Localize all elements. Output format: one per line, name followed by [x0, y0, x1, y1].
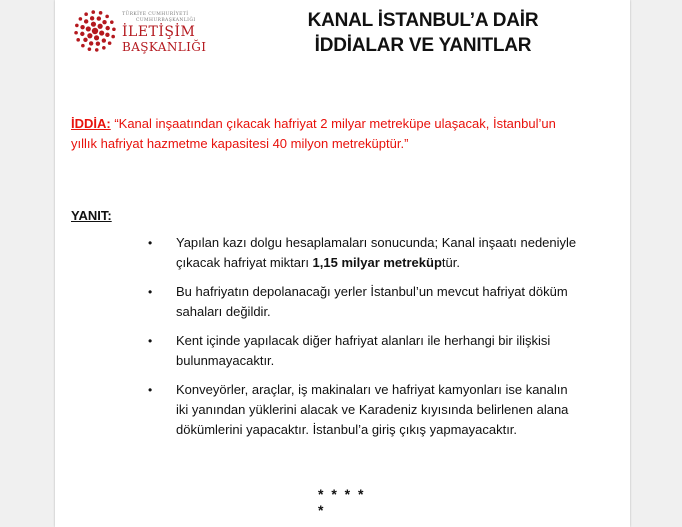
rosette-dot [92, 28, 98, 34]
list-item [148, 233, 578, 273]
claim-label: İDDİA: [71, 116, 111, 131]
rosette-dot [105, 33, 109, 37]
rosette-dot [105, 26, 109, 30]
rosette-dot [105, 15, 109, 19]
viewer-left-margin [0, 0, 55, 527]
claim-text: “Kanal inşaatından çıkacak hafriyat 2 milyar metreküpe ulaşacak, İstanbul’un yıllık hafriyat hazmetme kapasitesi 40 milyon metreküptür.” [71, 116, 556, 151]
bullet-text: Kent içinde yapılacak diğer hafriyat alanları ile herhangi bir ilişkisi bulunmayacaktır. [176, 333, 551, 368]
rosette-dot [98, 24, 103, 29]
rosette-dot [75, 24, 79, 28]
bullet-text-bold: 1,15 milyar metreküp [312, 255, 442, 270]
rosette-dot [76, 38, 80, 42]
rosette-dot [96, 41, 100, 45]
list-item [148, 331, 578, 371]
bullet-text-before: Yapılan kazı dolgu hesaplamaları sonucunda; Kanal inşaatı nedeniyle çıkacak hafriyat miktarı [176, 235, 577, 270]
rosette-dot [111, 35, 115, 39]
logo-name-line-2: BAŞKANLIĞI [122, 40, 207, 54]
rosette-dot [102, 38, 106, 42]
title-line-1: KANAL İSTANBUL’A DAİR [307, 10, 539, 31]
bullet-icon: • [148, 285, 153, 299]
rosette-dot [83, 38, 87, 42]
rosette-emblem-icon [72, 8, 118, 54]
rosette-dot [94, 35, 99, 40]
rosette-dot [99, 30, 104, 35]
rosette-dot [84, 12, 88, 16]
answer-label: YANIT: [71, 208, 112, 223]
rosette-dot [81, 44, 85, 48]
list-item [148, 380, 578, 440]
end-separator: * * * * * [318, 486, 366, 518]
bullet-text: Konveyörler, araçlar, iş makinaları ve hafriyat kamyonları ise kanalın iki yanından yüklerini alacak ve Karadeniz kıyısında belirlenen alana dökümlerini yapacaktır. İstanbul’a giriş çıkış yapmayacaktır. [176, 382, 569, 437]
rosette-dot [112, 27, 116, 31]
rosette-dot [80, 25, 84, 29]
rosette-dot [87, 33, 92, 38]
rosette-dot [79, 17, 83, 21]
bullet-icon: • [148, 383, 153, 397]
list-item [148, 282, 578, 322]
document-title [293, 8, 553, 58]
rosette-dot [88, 47, 92, 51]
rosette-dot [74, 31, 78, 35]
bullet-text-after: tür. [441, 255, 460, 270]
bullet-icon: • [148, 236, 153, 250]
rosette-dot [91, 10, 95, 14]
rosette-dot [99, 11, 103, 15]
rosette-dot [95, 48, 99, 52]
logo-small-line-2: CUMHURBAŞKANLIĞI [136, 18, 196, 23]
logo-name-line-1: İLETİŞİM [122, 24, 196, 40]
title-line-2: İDDİALAR VE YANITLAR [314, 35, 532, 56]
answer-bullet-list [148, 233, 578, 449]
viewer-right-margin [630, 0, 682, 527]
bullet-text: Bu hafriyatın depolanacağı yerler İstanbul’un mevcut hafriyat döküm sahaları değildir. [176, 284, 568, 319]
bullet-icon: • [148, 334, 153, 348]
claim-paragraph [71, 114, 571, 154]
rosette-dot [110, 20, 114, 24]
rosette-dot [102, 20, 106, 24]
rosette-dot [91, 22, 96, 27]
rosette-dot [108, 41, 112, 45]
rosette-dot [86, 26, 91, 31]
rosette-dot [89, 41, 93, 45]
rosette-dot [90, 16, 94, 20]
iletisim-baskanligi-logo [72, 8, 232, 58]
rosette-dot [84, 19, 88, 23]
rosette-dot [97, 16, 101, 20]
rosette-dot [102, 46, 106, 50]
rosette-dot [80, 32, 84, 36]
logo-small-line-1: TÜRKİYE CUMHURİYETİ [122, 12, 189, 17]
